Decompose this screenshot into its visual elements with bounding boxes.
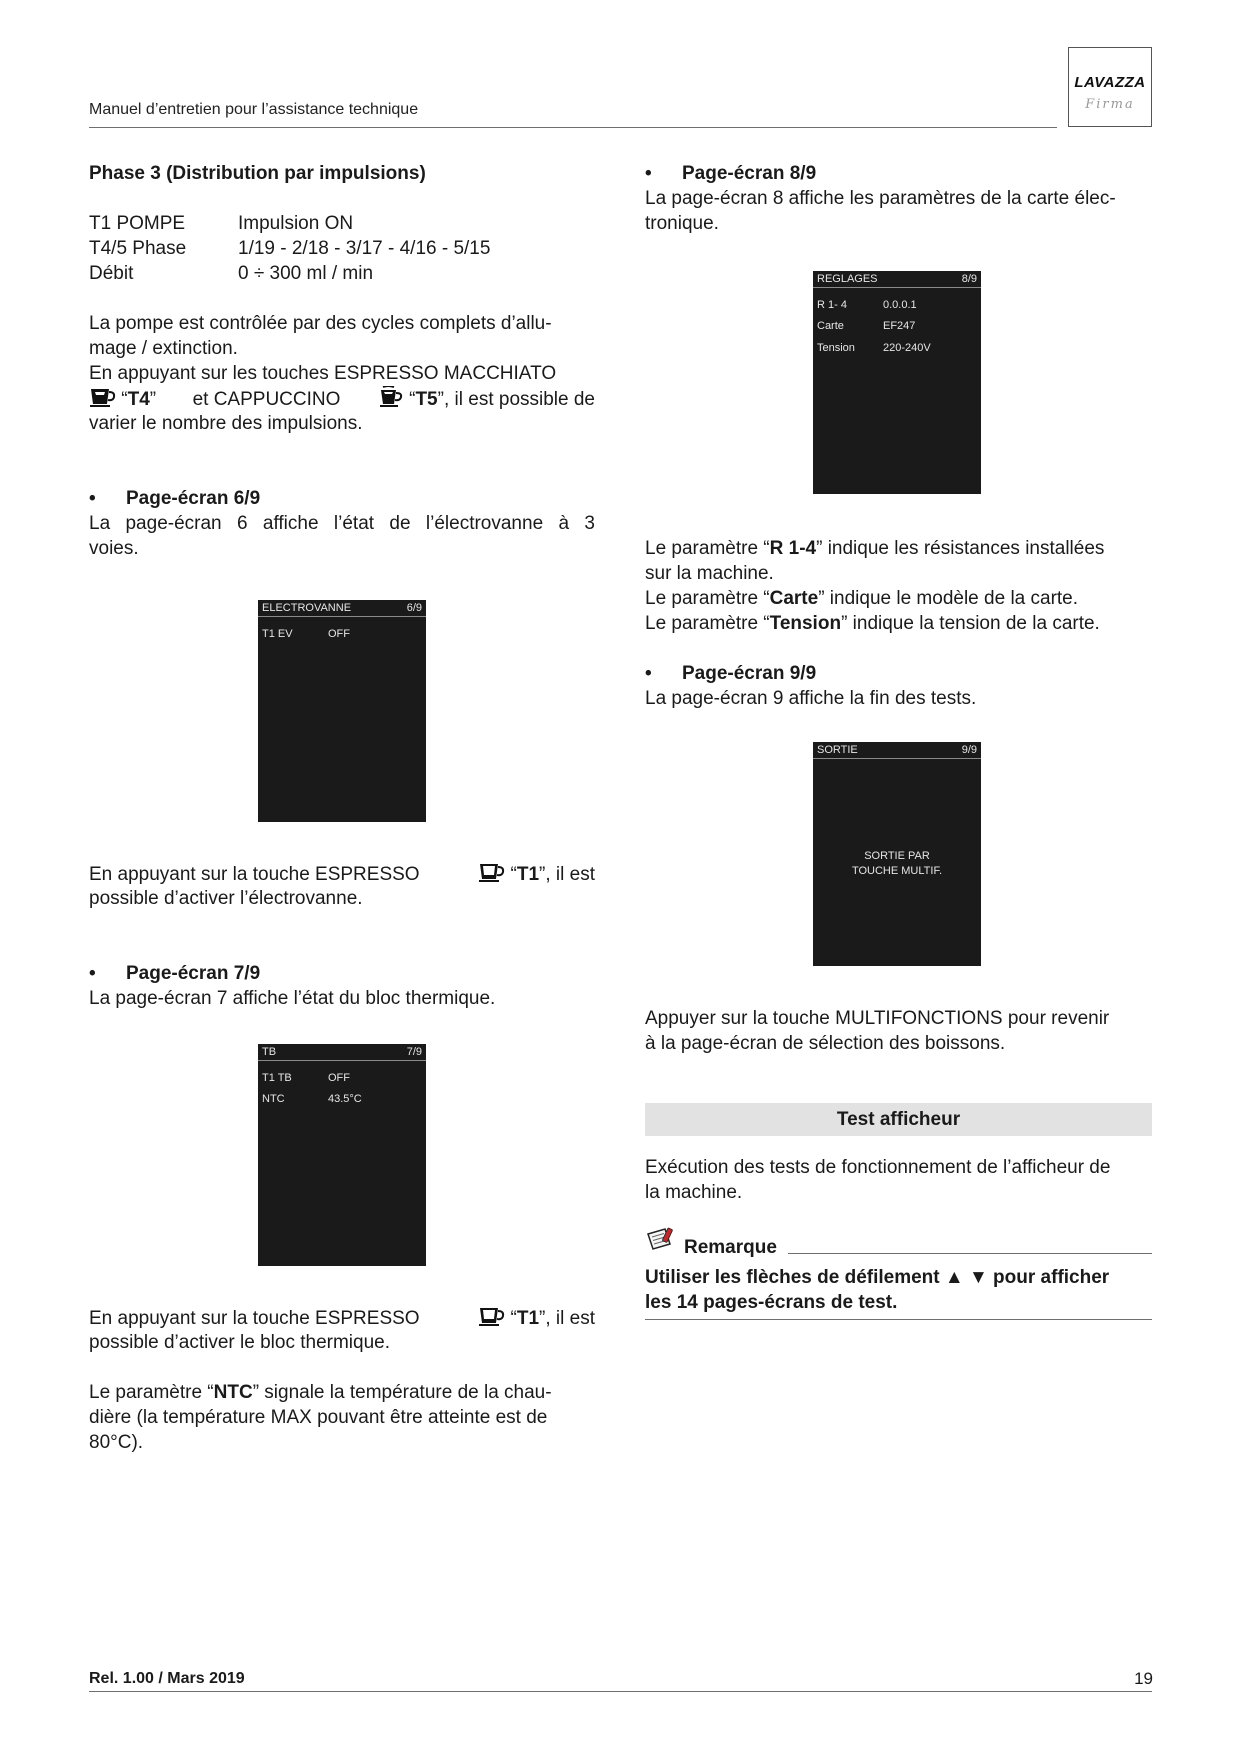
text-line: La page-écran 8 affiche les paramètres de la carte élec- — [645, 188, 1116, 209]
page9-heading: Page-écran 9/9 — [682, 663, 817, 684]
screen-header — [813, 271, 981, 288]
text-line: Le paramètre “R 1-4” indique les résistances installées — [645, 538, 1105, 559]
screen-message-line: SORTIE PAR — [864, 850, 930, 862]
screen-tb — [258, 1044, 426, 1266]
brand-logo — [1068, 47, 1152, 127]
param-name: T1 POMPE — [89, 213, 186, 234]
section-title: Test afficheur — [836, 1109, 961, 1130]
screen-title: ELECTROVANNE — [262, 602, 352, 614]
param-name: T4/5 Phase — [89, 238, 187, 259]
section-bar — [645, 1103, 1152, 1136]
screen-header — [258, 600, 426, 617]
screen-page: 9/9 — [961, 744, 977, 756]
remark-text-line: les 14 pages-écrans de test. — [645, 1292, 898, 1313]
espresso-cup-icon — [478, 861, 505, 890]
screen-value: OFF — [328, 1072, 350, 1084]
screen-label: Tension — [817, 342, 855, 354]
text-line: tronique. — [645, 213, 719, 234]
screen-value: 43.5°C — [328, 1093, 362, 1105]
t4-segment: “T4” — [89, 386, 156, 415]
carte-key: Carte — [769, 588, 819, 609]
text-line: Le paramètre “NTC” signale la température de la chau- — [89, 1382, 552, 1403]
t1-key: T1 — [516, 864, 540, 885]
text-line: dière (la température MAX pouvant être atteinte est de — [89, 1407, 548, 1428]
text-line: possible d’activer l’électrovanne. — [89, 888, 363, 909]
text-line: En appuyant sur la touche ESPRESSO “T1”, il est — [89, 861, 595, 890]
screen-header — [258, 1044, 426, 1061]
text-line: La page-écran 7 affiche l’état du bloc thermique. — [89, 988, 496, 1009]
param-value: 0 ÷ 300 ml / min — [238, 263, 374, 284]
t5-segment: “T5”, il est possible de — [377, 386, 595, 415]
espresso-cup-icon — [478, 1305, 505, 1334]
screen-page: 8/9 — [961, 273, 977, 285]
bullet: • — [89, 963, 96, 984]
release-info: Rel. 1.00 / Mars 2019 — [89, 1670, 245, 1687]
page6-heading: Page-écran 6/9 — [126, 488, 261, 509]
text-line: mage / extinction. — [89, 338, 238, 359]
screen-title: REGLAGES — [817, 273, 878, 285]
screen-label: T1 TB — [262, 1072, 292, 1084]
screen-value: EF247 — [883, 320, 916, 332]
phase-heading: Phase 3 (Distribution par impulsions) — [89, 163, 426, 184]
text-line: Le paramètre “Tension” indique la tension de la carte. — [645, 613, 1100, 634]
page8-heading: Page-écran 8/9 — [682, 163, 817, 184]
screen-label: Carte — [817, 320, 844, 332]
text-line: La page-écran 9 affiche la fin des tests. — [645, 688, 977, 709]
logo-wordmark: LAVAZZA — [1074, 74, 1146, 91]
screen-value: 0.0.0.1 — [883, 299, 917, 311]
param-value: Impulsion ON — [238, 213, 354, 234]
text-line: sur la machine. — [645, 563, 774, 584]
screen-value: 220-240V — [883, 342, 931, 354]
page7-heading: Page-écran 7/9 — [126, 963, 261, 984]
text-line: Exécution des tests de fonctionnement de l’afficheur de — [645, 1157, 1111, 1178]
screen-title: SORTIE — [817, 744, 858, 756]
t1-key: T1 — [516, 1308, 540, 1329]
logo-subline: Firma — [1085, 97, 1135, 112]
screen-header — [813, 742, 981, 759]
text-line: Appuyer sur la touche MULTIFONCTIONS pour revenir — [645, 1008, 1110, 1029]
ntc-key: NTC — [213, 1382, 253, 1403]
text-line: la machine. — [645, 1182, 743, 1203]
remark-title-rule — [788, 1253, 1152, 1254]
screen-page: 6/9 — [406, 602, 422, 614]
footer-rule — [89, 1691, 1152, 1692]
screen-label: NTC — [262, 1093, 285, 1105]
bullet: • — [89, 488, 96, 509]
page-number: 19 — [1134, 1669, 1153, 1688]
text-line: varier le nombre des impulsions. — [89, 413, 363, 434]
screen-label: T1 EV — [262, 628, 293, 640]
tension-key: Tension — [769, 613, 842, 634]
screen-value: OFF — [328, 628, 350, 640]
screen-sortie — [813, 742, 981, 966]
text-line: En appuyant sur la touche ESPRESSO “T1”, il est — [89, 1305, 595, 1334]
text-line: 80°C). — [89, 1432, 144, 1453]
r14-key: R 1-4 — [769, 538, 817, 559]
bullet: • — [645, 163, 652, 184]
remark-title: Remarque — [684, 1237, 777, 1258]
text-line: possible d’activer le bloc thermique. — [89, 1332, 390, 1353]
param-value: 1/19 - 2/18 - 3/17 - 4/16 - 5/15 — [238, 238, 491, 259]
text-line: En appuyant sur les touches ESPRESSO MACCHIATO — [89, 363, 557, 384]
screen-label: R 1- 4 — [817, 299, 847, 311]
text-line: voies. — [89, 538, 139, 559]
text-line: Le paramètre “Carte” indique le modèle de la carte. — [645, 588, 1079, 609]
remark-text-line: Utiliser les flèches de défilement ▲ ▼ pour afficher — [645, 1267, 1110, 1288]
remark-bottom-rule — [645, 1319, 1152, 1320]
bullet: • — [645, 663, 652, 684]
screen-electrovanne — [258, 600, 426, 822]
screen-title: TB — [262, 1046, 277, 1058]
screen-reglages — [813, 271, 981, 494]
header-title: Manuel d’entretien pour l’assistance technique — [89, 101, 419, 118]
cappuccino-cup-icon — [377, 386, 404, 415]
t4-key: T4 — [127, 389, 150, 410]
pump-mid-text: et CAPPUCCINO — [192, 389, 341, 410]
text-line: La page-écran 6 affiche l’état de l’électrovanne à 3 — [89, 513, 595, 534]
t5-key: T5 — [415, 389, 438, 410]
text-line: à la page-écran de sélection des boissons. — [645, 1033, 1006, 1054]
screen-page: 7/9 — [406, 1046, 422, 1058]
screen-message-line: TOUCHE MULTIF. — [851, 865, 943, 877]
param-name: Débit — [89, 263, 134, 284]
remark-note-icon — [645, 1226, 675, 1261]
text-line: La pompe est contrôlée par des cycles complets d’allu- — [89, 313, 552, 334]
header-rule — [89, 127, 1057, 128]
